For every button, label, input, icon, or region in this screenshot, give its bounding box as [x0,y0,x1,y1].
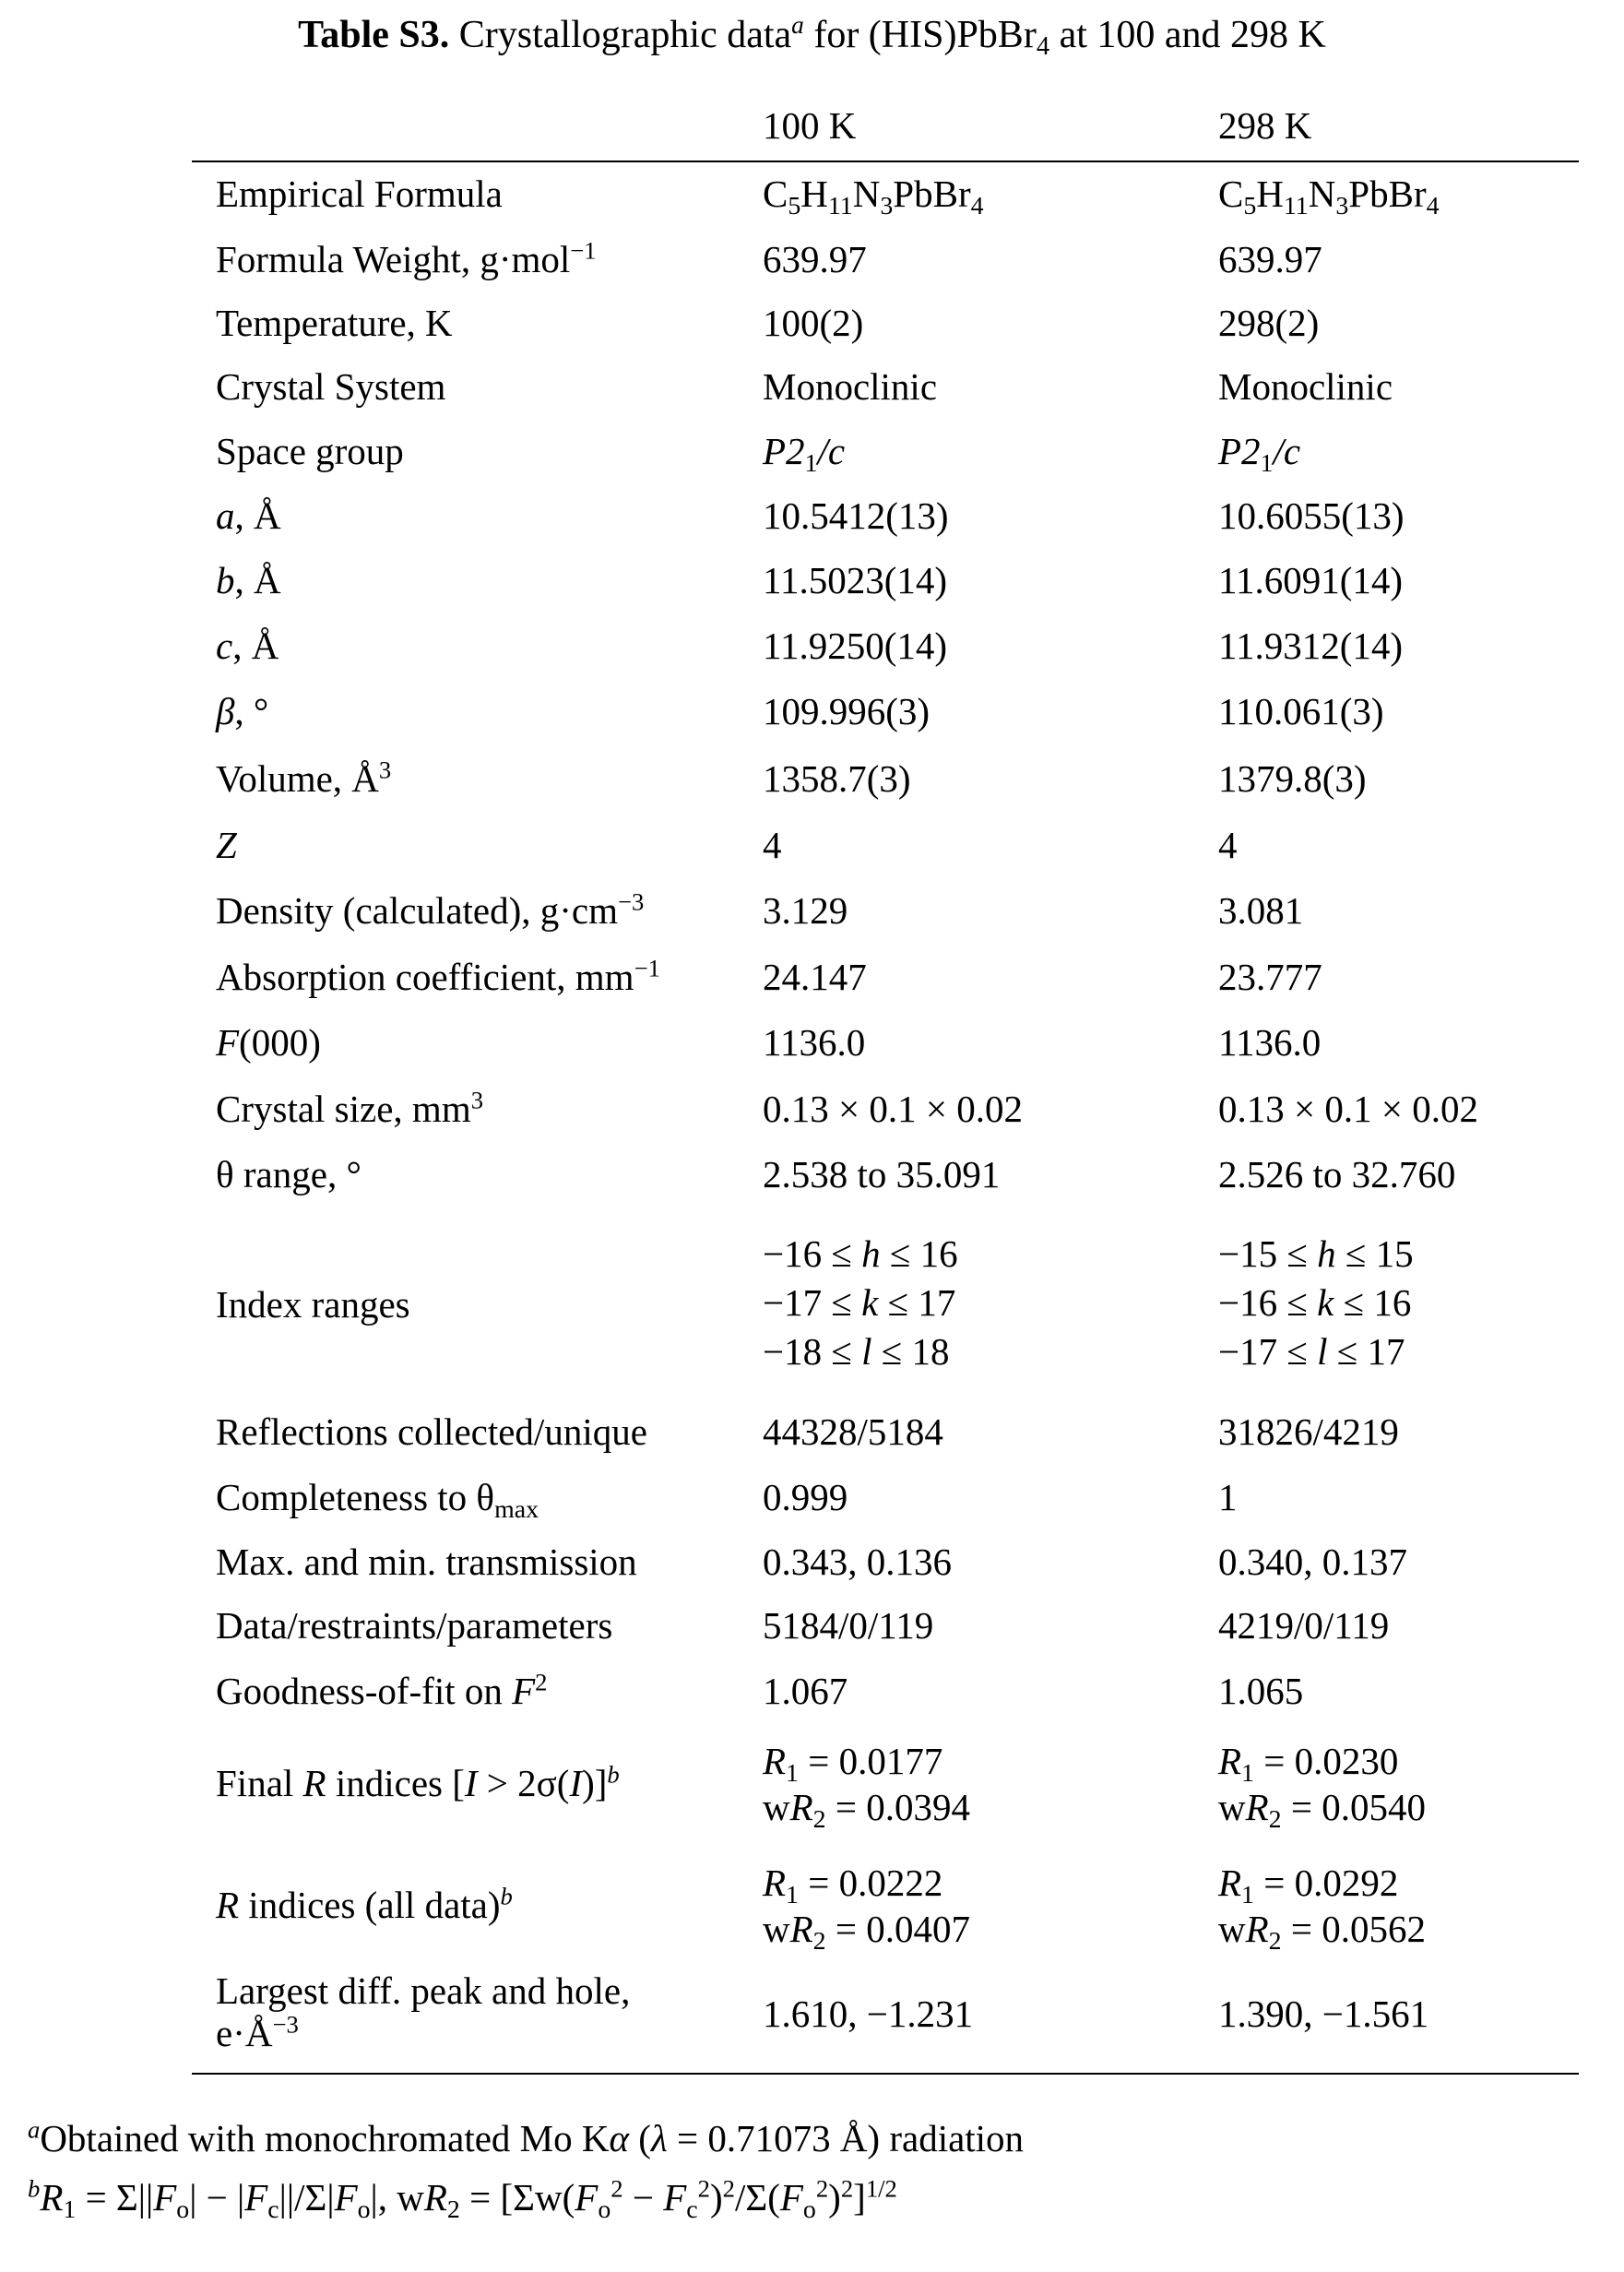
index-l-298k: −17 ≤ l ≤ 17 [1218,1330,1405,1373]
value-298k-z: 4 [1218,824,1238,866]
value-100k-space-group: $P2_1/c$ [763,430,846,478]
all-r1-298k: $R_1 = 0.0292$ [1218,1862,1399,1909]
label-volume: Volume, $Å^3$ [216,755,392,800]
index-l-100k: −18 ≤ l ≤ 18 [763,1330,950,1373]
value-298k-transmission: 0.340, 0.137 [1218,1540,1407,1583]
label-r-indices-all-data: R indices (all data)$^b$ [216,1882,513,1926]
all-r1-100k: $R_1 = 0.0222$ [763,1862,943,1909]
value-100k-drp: 5184/0/119 [763,1604,934,1647]
final-wr2-100k: $wR_2 = 0.0394$ [763,1786,970,1834]
index-k-100k: −17 ≤ k ≤ 17 [763,1281,956,1324]
value-100k-diff-peak: 1.610, −1.231 [763,1992,974,2035]
value-298k-density: 3.081 [1218,889,1304,932]
label-b: b, Å [216,559,281,601]
value-100k-final-r [763,1738,970,1834]
value-100k-crystal-system: Monoclinic [763,365,938,408]
value-100k-empirical-formula: $C_5H_{11}N_3PbBr_4$ [763,172,984,220]
index-h-100k: −16 ≤ h ≤ 16 [763,1232,958,1275]
label-f000: F(000) [216,1021,321,1064]
label-beta: β, ° [216,690,269,732]
table-top-rule [192,161,1579,162]
value-100k-volume: 1358.7(3) [763,757,911,800]
value-298k-diff-peak: 1.390, −1.561 [1218,1992,1429,2035]
table-label: Table S3. [298,14,450,56]
value-100k-transmission: 0.343, 0.136 [763,1540,952,1583]
footnote-b: $^bR_1 = \Sigma||F_o| - |F_c||/\Sigma|F_o|$, $wR_2 = [\Sigma w(F_o^2 - F_c^2)^2/\Sigma(F_o^2)^2]^{1/2}$ [28,2174,897,2224]
label-final-r-indices: Final R indices [I > 2σ(I)]$^b$ [216,1760,620,1804]
label-largest-diff-line2: $e\cdot Å^{-3}$ [216,2010,299,2054]
value-100k-f000: 1136.0 [763,1021,866,1064]
title-footnote-marker: a [791,11,804,39]
final-r1-100k: $R_1 = 0.0177$ [763,1740,943,1788]
index-k-298k: −16 ≤ k ≤ 16 [1218,1281,1412,1324]
label-c: c, Å [216,625,279,667]
value-100k-c: 11.9250(14) [763,625,948,667]
label-empirical-formula: Empirical Formula [216,172,503,215]
value-298k-beta: 110.061(3) [1218,690,1384,732]
label-crystal-system: Crystal System [216,365,446,408]
table-title-compound: for (HIS)PbBr [813,14,1037,56]
value-298k-formula-weight: 639.97 [1218,238,1322,280]
label-density: Density (calculated), $g\cdot cm^{-3}$ [216,887,645,932]
value-298k-crystal-size: 0.13 × 0.1 × 0.02 [1218,1088,1478,1130]
value-298k-all-r [1218,1860,1426,1956]
value-100k-theta-range: 2.538 to 35.091 [763,1153,1001,1195]
value-298k-crystal-system: Monoclinic [1218,365,1393,408]
value-100k-beta: 109.996(3) [763,690,931,732]
value-100k-a: 10.5412(13) [763,494,949,537]
value-298k-b: 11.6091(14) [1218,559,1404,601]
value-298k-reflections: 31826/4219 [1218,1410,1399,1453]
index-h-298k: −15 ≤ h ≤ 15 [1218,1232,1414,1275]
label-index-ranges: Index ranges [216,1283,410,1326]
all-wr2-100k: $wR_2 = 0.0407$ [763,1908,970,1956]
value-100k-index-ranges [763,1230,958,1376]
value-298k-f000: 1136.0 [1218,1021,1322,1064]
label-largest-diff-peak [216,1969,630,2054]
footnote-a: $^a$Obtained with monochromated Mo Kα (λ = 0.71073 Å) radiation [28,2115,1025,2159]
final-wr2-298k: $wR_2 = 0.0540$ [1218,1786,1426,1834]
value-100k-all-r [763,1860,970,1956]
label-temperature: Temperature, K [216,302,453,344]
value-298k-final-r [1218,1738,1426,1834]
value-100k-crystal-size: 0.13 × 0.1 × 0.02 [763,1088,1023,1130]
value-298k-index-ranges [1218,1230,1414,1376]
value-298k-completeness: 1 [1218,1476,1238,1518]
value-100k-density: 3.129 [763,889,848,932]
value-298k-a: 10.6055(13) [1218,494,1405,537]
label-reflections: Reflections collected/unique [216,1410,647,1453]
label-theta-range: θ range, ° [216,1153,362,1195]
value-100k-formula-weight: 639.97 [763,238,867,280]
value-298k-volume: 1379.8(3) [1218,757,1367,800]
label-formula-weight: Formula Weight, g·mol$^{-1}$ [216,236,597,280]
all-wr2-298k: $wR_2 = 0.0562$ [1218,1908,1426,1956]
value-100k-gof: 1.067 [763,1670,848,1712]
column-header-298k: 298 K [1218,104,1312,147]
label-completeness: Completeness to $\theta_{max}$ [216,1476,539,1524]
column-header-100k: 100 K [763,104,857,147]
label-data-restraints-parameters: Data/restraints/parameters [216,1604,613,1647]
value-298k-absorption: 23.777 [1218,956,1322,998]
table-title-conditions: at 100 and 298 K [1059,14,1326,56]
table-bottom-rule [192,2073,1579,2075]
value-100k-reflections: 44328/5184 [763,1410,943,1453]
value-298k-gof: 1.065 [1218,1670,1304,1712]
label-z: Z [216,824,237,866]
table-title [0,11,1624,59]
value-100k-absorption: 24.147 [763,956,867,998]
label-absorption-coefficient: Absorption coefficient, $mm^{-1}$ [216,954,660,998]
label-largest-diff-line1: Largest diff. peak and hole, [216,1969,631,2012]
value-100k-b: 11.5023(14) [763,559,948,601]
value-100k-z: 4 [763,824,782,866]
table-title-subscript: 4 [1036,31,1050,61]
value-100k-temperature: 100(2) [763,302,864,344]
value-298k-drp: 4219/0/119 [1218,1604,1390,1647]
label-crystal-size: Crystal size, $mm^3$ [216,1086,484,1130]
label-transmission: Max. and min. transmission [216,1540,637,1583]
label-goodness-of-fit: Goodness-of-fit on $F^2$ [216,1668,548,1712]
value-100k-completeness: 0.999 [763,1476,848,1518]
final-r1-298k: $R_1 = 0.0230$ [1218,1740,1399,1788]
value-298k-c: 11.9312(14) [1218,625,1404,667]
value-298k-theta-range: 2.526 to 32.760 [1218,1153,1456,1195]
label-space-group: Space group [216,430,404,472]
value-298k-temperature: 298(2) [1218,302,1320,344]
label-a: a, Å [216,494,281,537]
value-298k-empirical-formula: $C_5H_{11}N_3PbBr_4$ [1218,172,1440,220]
table-title-text: Crystallographic data [458,14,792,56]
value-298k-space-group: $P2_1/c$ [1218,430,1301,478]
